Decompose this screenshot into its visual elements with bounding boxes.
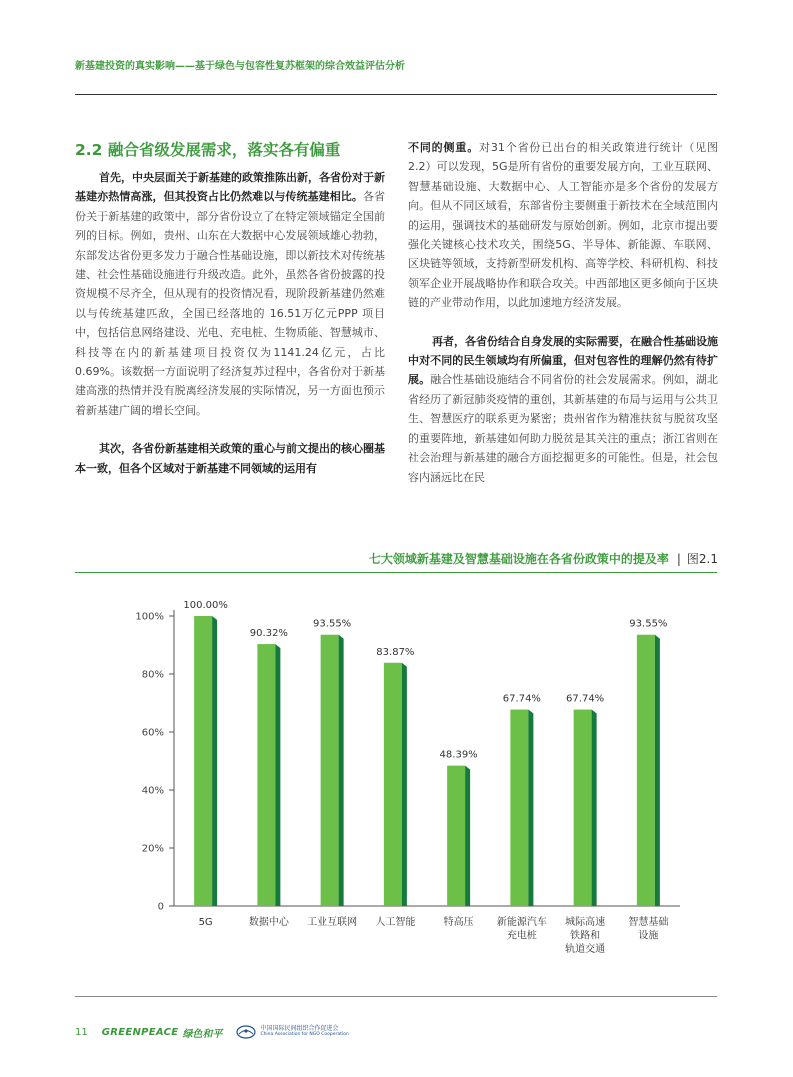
y-tick-label: 100% [135, 611, 164, 623]
figure-label: 图2.1 [686, 552, 718, 566]
x-tick-label: 轨道交通 [565, 944, 606, 955]
chart-divider [75, 572, 717, 573]
paragraph-lead: 再者，各省份结合自身发展的实际需要，在融合性基础设施中对不同的民生领域均有所偏重，但对包容性的理解仍然有待扩展。 [408, 334, 718, 387]
bar-shade [465, 766, 470, 906]
x-tick-label: 设施 [638, 930, 659, 942]
paragraph-lead: 其次，各省份新基建相关政策的重心与前文提出的核心圈基本一致，但各个区域对于新基建不同领域的运用有 [75, 442, 385, 475]
caption-separator: | [676, 552, 681, 566]
data-label: 93.55% [629, 618, 668, 630]
running-header-title: 新基建投资的真实影响——基于绿色与包容性复苏框架的综合效益评估分析 [75, 61, 405, 72]
bar-shade [402, 663, 407, 906]
x-tick-label: 数据中心 [248, 917, 289, 928]
y-tick-label: 60% [141, 727, 164, 739]
bar [447, 766, 465, 906]
paragraph [75, 168, 385, 420]
paragraph [408, 138, 718, 313]
paragraph-body: 各省份关于新基建的政策中，部分省份设立了在特定领域锚定全国前列的目标。例如，贵州、山东在大数据中心发展领域雄心勃勃，东部发达省份更多发力于融合性基础设施，即以新技术对传统基建、社会性基础设施进行升级改造。此外，虽然各省份披露的投资规模不尽齐全，但从现有的投资情况看，现阶段新基建仍然难以与传统基建匹敌，全国已经落地的 16.51万亿元PPP 项目中，包括信息网络建设、光电、充电桩、生物质能、智慧城市、科技等在内的新基建项目投资仅为1141.24亿元，占比0.69%。该数据一方面说明了经济复苏过程中，各省份对于新基建高涨的热情并没有脱离经济发展的实际情况，另一方面也预示着新基建广阔的增长空间。 [75, 190, 386, 417]
header-divider [75, 94, 717, 95]
x-tick-label: 充电桩 [506, 930, 537, 942]
x-tick-label: 城际高速 [565, 917, 606, 928]
footer-divider [75, 996, 717, 997]
right-text-column [408, 138, 718, 487]
figure-caption [369, 550, 718, 567]
greenpeace-logo-cn: 绿色和平 [182, 1028, 223, 1040]
paragraph [75, 439, 385, 478]
x-tick-label: 智慧基础 [628, 917, 669, 928]
bar [510, 710, 528, 906]
cango-logo-text [260, 1026, 348, 1038]
data-label: 67.74% [566, 693, 605, 705]
data-label: 93.55% [313, 618, 352, 630]
paragraph-lead: 不同的侧重。 [408, 141, 480, 154]
bar-shade [275, 644, 280, 906]
x-tick-label: 工业互联网 [307, 917, 358, 928]
bar-chart [0, 580, 793, 980]
chart-title: 七大领域新基建及智慧基础设施在各省份政策中的提及率 [368, 552, 669, 566]
bar-shade [528, 710, 533, 906]
bar [574, 710, 592, 906]
section-heading: 2.2 融合省级发展需求，落实各有偏重 [75, 141, 341, 159]
x-tick-label: 新能源汽车 [496, 917, 547, 928]
greenpeace-logo: GREENPEACE [101, 1026, 179, 1038]
data-label: 48.39% [439, 749, 478, 761]
data-label: 90.32% [249, 628, 288, 640]
paragraph-lead: 首先，中央层面关于新基建的政策推陈出新，各省份对于新基建亦热情高涨，但其投资占比仍然难以与传统基建相比。 [75, 171, 385, 204]
bar [384, 663, 402, 906]
data-label: 67.74% [502, 693, 541, 705]
cango-name-en: China Association for NGO Cooperation [260, 1032, 349, 1037]
data-label: 100.00% [183, 600, 228, 611]
x-tick-label: 铁路和 [570, 930, 601, 942]
x-tick-label: 人工智能 [375, 917, 416, 928]
page-number: 11 [75, 1026, 88, 1038]
paragraph-body: 融合性基础设施结合不同省份的社会发展需求。例如，湖北省经历了新冠肺炎疫情的重创，其新基建的布局与运用与公共卫生、智慧医疗的联系更为紧密；贵州省作为精准扶贫与脱贫攻坚的重要阵地，新基建如何助力脱贫是其关注的重点；浙江省则在社会治理与新基建的融合方面挖掘更多的可能性。但是，社会包容内涵远比在民 [408, 373, 719, 484]
y-tick-label: 0 [157, 901, 164, 913]
cango-emblem-icon [236, 1025, 256, 1039]
y-tick-label: 80% [141, 669, 164, 681]
bar [321, 635, 339, 906]
x-tick-label: 5G [198, 917, 213, 928]
bar [194, 616, 212, 906]
paragraph-body: 对31个省份已出台的相关政策进行统计（见图2.2）可以发现，5G是所有省份的重要发展方向，工业互联网、智慧基础设施、大数据中心、人工智能亦是多个省份的发展方向。但从不同区域看，东部省份主要侧重于新技术在全域范围内的运用，强调技术的基础研发与原始创新。例如，北京市提出要强化关键核心技术攻关，围绕5G、半导体、新能源、车联网、区块链等领域，支持新型研发机构、高等学校、科研机构、科技领军企业开展战略协作和联合攻关。中西部地区更多倾向于区块链的产业带动作用，以此加速地方经济发展。 [408, 141, 719, 310]
bar-shade [212, 616, 217, 906]
bar [257, 644, 275, 906]
left-text-column [75, 168, 385, 478]
bar [637, 635, 655, 906]
cango-name-cn: 中国国际民间组织合作促进会 [260, 1025, 339, 1032]
bar-shade [592, 710, 597, 906]
y-tick-label: 20% [141, 843, 164, 855]
data-label: 83.87% [376, 646, 415, 658]
bar-shade [339, 635, 344, 906]
paragraph [408, 332, 718, 487]
x-tick-label: 特高压 [443, 917, 474, 928]
bar-shade [655, 635, 660, 906]
y-tick-label: 40% [141, 785, 164, 797]
page-footer [75, 1022, 349, 1042]
